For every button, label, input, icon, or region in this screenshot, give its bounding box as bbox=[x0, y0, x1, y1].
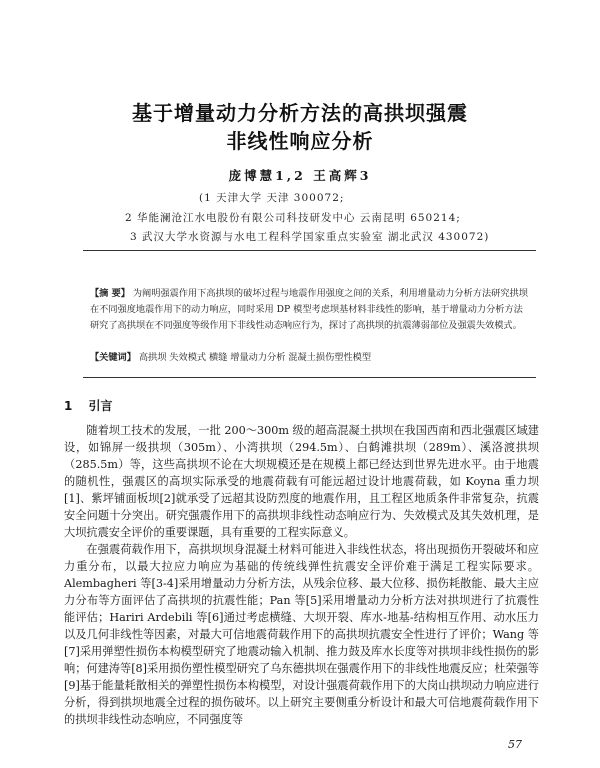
keywords-label: 【关键词】 bbox=[90, 352, 136, 363]
affiliation-2: 2 华能澜沧江水电股份有限公司科技研发中心 云南昆明 650214; bbox=[125, 212, 461, 224]
body-paragraph: 随着坝工技术的发展，一批 200～300m 级的超高混凝土拱坝在我国西南和西北强震区域建设，如锦屏一级拱坝（305m）、小湾拱坝（294.5m）、白鹤滩拱坝（289m）、溪洛渡拱坝（285.5m）等，这些高拱坝不论在大坝规模还是在规模上都已经达到世界先进水平。由于地震的随机性，强震区的高坝实际承受的地震荷载有可能远超过设计地震荷载，如 Koyna 重力坝[1]、紫坪铺面板坝[2]就承受了远超其设防烈度的地震作用，且工程区地质条件非常复杂，抗震安全问题十分突出。研究强震作用下的高拱坝非线性动态响应行为、失效模式及其失效机理，是大坝抗震安全评价的重要课题，具有重要的工程实际意义。 bbox=[64, 424, 539, 539]
title-line-2: 非线性响应分析 bbox=[226, 129, 374, 153]
top-rule bbox=[83, 250, 536, 251]
section-title: 引言 bbox=[88, 399, 113, 413]
body-text bbox=[64, 422, 539, 728]
section-number: 1 bbox=[64, 399, 73, 413]
abstract-text: 为阐明强震作用下高拱坝的破坏过程与地震作用强度之间的关系，利用增量动力分析方法研究拱坝在不同强度地震作用下的动力响应，同时采用 DP 模型考虑坝基材料非线性的影响，基于增量动力分析方法研究了高拱坝在不同强度等级作用下非线性动态响应行为，探讨了高拱坝的抗震薄弱部位及强震失效模式。 bbox=[90, 288, 528, 331]
affiliation-3: 3 武汉大学水资源与水电工程科学国家重点实验室 湖北武汉 430072) bbox=[130, 231, 490, 243]
bottom-rule bbox=[83, 377, 536, 378]
keywords bbox=[90, 350, 530, 366]
affiliation-1: (1 天津大学 天津 300072; bbox=[199, 192, 345, 204]
title-line-1: 基于增量动力分析方法的高拱坝强震 bbox=[132, 101, 468, 125]
page-number: 57 bbox=[508, 738, 522, 751]
section-heading bbox=[64, 397, 113, 414]
authors: 庞博慧1,2 王高辉3 bbox=[228, 168, 372, 183]
keywords-text: 高拱坝 失效模式 横缝 增量动力分析 混凝土损伤塑性模型 bbox=[138, 352, 372, 363]
abstract-label: 【摘 要】 bbox=[90, 288, 130, 299]
body-paragraph: 在强震荷载作用下，高拱坝坝身混凝土材料可能进入非线性状态，将出现损伤开裂破坏和应力重分布，以最大拉应力响应为基础的传统线弹性抗震安全评价难于满足工程实际要求。Alembagheri 等[3-4]采用增量动力分析方法，从残余位移、最大位移、损伤耗散能、最大主应力分布等方面评估了高拱坝的抗震性能；Pan 等[5]采用增量动力分析方法对拱坝进行了抗震性能评估；Hariri Ardebili 等[6]通过考虑横缝、大坝开裂、库水-地基-结构相互作用、动水压力以及几何非线性等因素，对最大可信地震荷载作用下的高拱坝抗震安全性进行了评价；Wang 等[7]采用弹塑性损伤本构模型研究了地震动输入机制、推力鼓及库水长度等对拱坝非线性损伤的影响；何建涛等[8]采用损伤塑性模型研究了乌东德拱坝在强震作用下的非线性地震反应；杜荣强等[9]基于能量耗散相关的弹塑性损伤本构模型，对设计强震荷载作用下的大岗山拱坝动力响应进行分析，得到拱坝地震全过程的损伤破坏。以上研究主要侧重分析设计和最大可信地震荷载作用下的拱坝非线性动态响应，不同强度等 bbox=[64, 543, 539, 726]
abstract bbox=[90, 286, 530, 334]
